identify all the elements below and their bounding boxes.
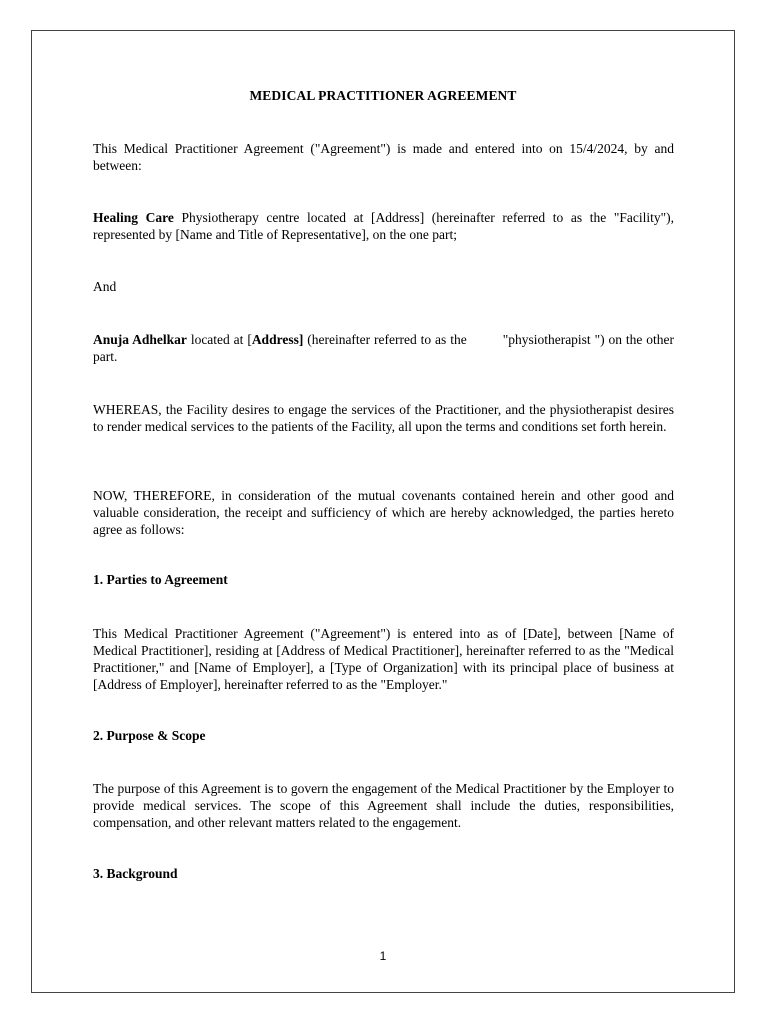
document-title: MEDICAL PRACTITIONER AGREEMENT: [249, 88, 517, 103]
intro-paragraph: This Medical Practitioner Agreement ("Agreement") is made and entered into on 15/4/2024, by and between:: [93, 141, 674, 173]
practitioner-text-before-address: located at [: [186, 332, 252, 347]
facility-name: Healing Care: [93, 210, 174, 225]
practitioner-name: Anuja Adhelkar: [93, 332, 187, 347]
now-therefore-paragraph: NOW, THEREFORE, in consideration of the mutual covenants contained herein and other good and valuable consideration, the receipt and sufficiency of which are hereby acknowledged, the parties hereto agree as follows:: [93, 488, 674, 537]
and-text: And: [93, 279, 117, 294]
document-page: [31, 30, 735, 993]
whereas-paragraph: WHEREAS, the Facility desires to engage the services of the Practitioner, and the physiotherapist desires to render medical services to the patients of the Facility, all upon the terms and conditions set forth herein.: [93, 402, 674, 434]
practitioner-address: Address]: [251, 332, 304, 347]
section-1-heading: 1. Parties to Agreement: [93, 572, 228, 587]
section-2-body: The purpose of this Agreement is to govern the engagement of the Medical Practitioner by the Employer to provide medical services. The scope of this Agreement shall include the duties, responsibilities, compensation, and other relevant matters related to the engagement.: [93, 781, 674, 830]
facility-party-paragraph: [93, 209, 674, 243]
section-1-body: This Medical Practitioner Agreement ("Agreement") is entered into as of [Date], between [Name of Medical Practitioner], residing at [Address of Medical Practitioner], hereinafter referred to as the "Medical Practitioner," and [Name of Employer], a [Type of Organization] with its principal place of business at [Address of Employer], hereinafter referred to as the "Employer.": [93, 626, 674, 692]
facility-party-text: Physiotherapy centre located at [Address] (hereinafter referred to as the "Facility"), represented by [Name and Title of Representative], on the one part;: [93, 210, 674, 242]
practitioner-text-end: "physiotherapist ") on the other part.: [93, 332, 674, 364]
section-3-heading: 3. Background: [93, 866, 178, 881]
practitioner-party-paragraph: [93, 331, 674, 365]
section-2-heading: 2. Purpose & Scope: [93, 728, 206, 743]
practitioner-text-after-address: (hereinafter referred to as the: [303, 332, 467, 347]
page-number: 1: [379, 949, 387, 963]
